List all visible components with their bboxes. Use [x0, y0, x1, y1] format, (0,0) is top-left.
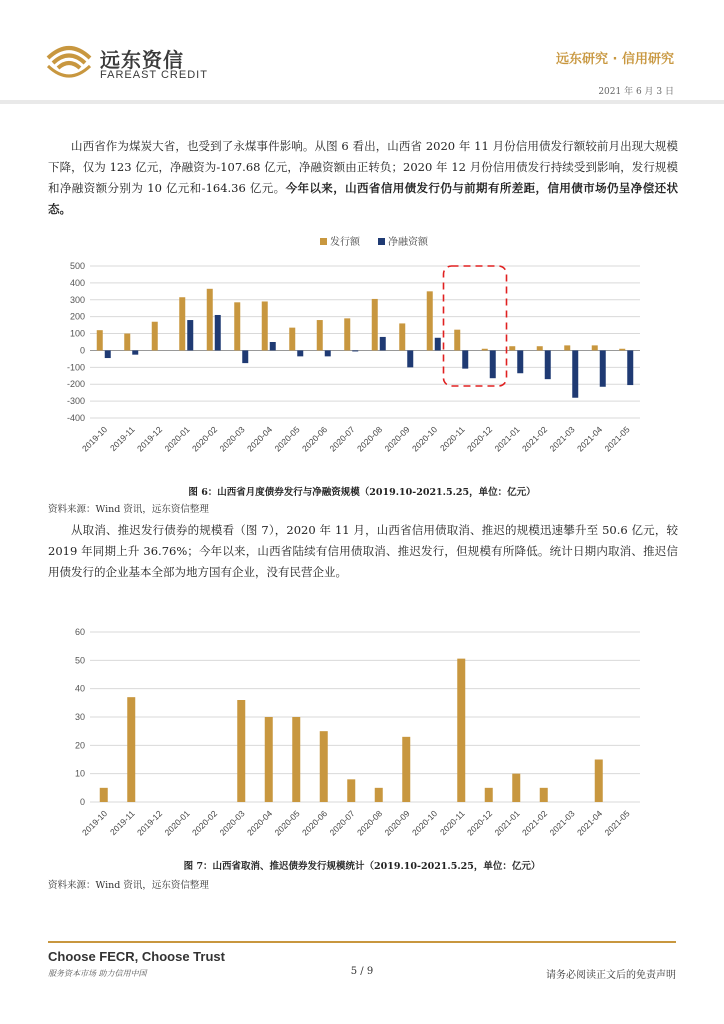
fig6-y-tick-label: -200 [66, 379, 85, 390]
fig6-x-tick-label: 2020-02 [190, 424, 220, 454]
fig7-y-tick-label: 10 [74, 768, 85, 779]
fig6-x-tick-label: 2020-11 [437, 424, 467, 454]
fig6-bar [435, 338, 441, 351]
fig7-x-tick-label: 2020-08 [355, 808, 385, 838]
fig6-x-tick-label: 2020-07 [327, 424, 357, 454]
fig6-bar [454, 330, 460, 351]
fig6-x-tick-label: 2020-08 [355, 424, 385, 454]
fig6-bar [627, 350, 633, 385]
fig7-x-tick-label: 2020-10 [410, 808, 440, 838]
fig7-x-tick-label: 2020-09 [382, 808, 412, 838]
page-number: 5 / 9 [350, 966, 374, 977]
header-divider [0, 100, 724, 104]
fig6-bar [600, 350, 606, 386]
fig7-bar [292, 717, 300, 802]
fig7-x-tick-label: 2020-11 [437, 808, 467, 838]
fig6-bar [545, 350, 551, 379]
fig7-bar [320, 731, 328, 802]
fig6-bar [592, 345, 598, 350]
fig6-x-tick-label: 2021-04 [575, 424, 605, 454]
fig7-bar [100, 788, 108, 802]
fig7-bar [540, 788, 548, 802]
fig7-bar [127, 697, 135, 802]
fig6-y-tick-label: -400 [66, 413, 85, 423]
fig7-x-tick-label: 2019-12 [135, 808, 165, 838]
fig6-x-tick-label: 2021-03 [547, 424, 577, 454]
fig7-x-tick-label: 2021-02 [520, 808, 550, 838]
fig6-bar [352, 350, 358, 351]
fig7-y-tick-label: 60 [74, 627, 85, 637]
fig7-bar [265, 717, 273, 802]
figure-6-caption: 图 6：山西省月度债券发行与净融资规模（2019.10-2021.5.25，单位：亿元） [188, 487, 536, 498]
fig6-bar [289, 328, 295, 351]
fig6-bar [179, 297, 185, 350]
fig6-bar [572, 350, 578, 397]
figure-7-source: 资料来源：Wind 资讯，远东资信整理 [48, 880, 209, 891]
fig7-x-tick-label: 2020-04 [245, 808, 275, 838]
fig7-x-tick-label: 2021-03 [547, 808, 577, 838]
fig6-x-tick-label: 2021-05 [602, 424, 632, 454]
fig6-annotation-box [444, 266, 507, 386]
fig7-bar [347, 779, 355, 802]
paragraph-1-text: 山西省作为煤炭大省，也受到了永煤事件影响。从图 6 看出，山西省 2020 年 11 月份信用债发行额较前月出现大规模下降，仅为 123 亿元，净融资为-107.68 亿元，净融资额由正转负；2020 年 12 月份信用债发行持续受到影响，发行规模和净融资额分别为 10 亿元和-164.36 亿元。 [48, 139, 678, 195]
fig7-x-tick-label: 2021-05 [602, 808, 632, 838]
fig7-y-tick-label: 50 [74, 655, 85, 666]
fig7-y-tick-label: 40 [74, 683, 85, 694]
footer-disclaimer: 请务必阅读正文后的免责声明 [546, 970, 676, 981]
fig6-bar [124, 334, 130, 351]
fig7-x-tick-label: 2020-05 [272, 808, 302, 838]
fareast-logo-icon [44, 40, 94, 80]
footer-motto: 服务资本市场 助力信用中国 [48, 969, 147, 978]
fig6-bar [509, 346, 515, 350]
fig6-x-tick-label: 2019-11 [107, 424, 137, 454]
fig7-bar [237, 700, 245, 802]
fig7-x-tick-label: 2020-02 [190, 808, 220, 838]
figure-7-chart [50, 620, 650, 845]
fig6-x-tick-label: 2019-10 [80, 424, 110, 454]
fig7-y-tick-label: 20 [74, 740, 85, 751]
fig6-bar [270, 342, 276, 350]
fig6-y-tick-label: -100 [66, 362, 85, 373]
figure-6-svg [50, 232, 650, 472]
fig6-bar [482, 349, 488, 351]
fig7-bar [375, 788, 383, 802]
fig6-x-tick-label: 2020-12 [465, 424, 495, 454]
fig6-bar [372, 299, 378, 351]
fig6-y-tick-label: -300 [66, 396, 85, 407]
fig6-x-tick-label: 2021-02 [520, 424, 550, 454]
fig7-bar [402, 737, 410, 802]
fig6-bar [517, 350, 523, 373]
fig7-x-tick-label: 2020-03 [217, 808, 247, 838]
fig6-bar [207, 289, 213, 351]
fig6-bar [97, 330, 103, 350]
figure-6-chart [50, 232, 650, 472]
fig7-x-tick-label: 2021-01 [492, 808, 522, 838]
fig7-bar [485, 788, 493, 802]
brand-name-en: FAREAST CREDIT [100, 69, 208, 81]
fig7-x-tick-label: 2019-10 [80, 808, 110, 838]
fig6-bar [297, 350, 303, 356]
fig6-bar [619, 349, 625, 351]
fig6-legend-label: 净融资额 [388, 237, 428, 248]
fig6-bar [317, 320, 323, 350]
fig6-bar [187, 320, 193, 350]
fig6-y-tick-label: 400 [69, 277, 85, 288]
fig7-bar [595, 760, 603, 803]
footer-slogan: Choose FECR, Choose Trust [48, 949, 225, 964]
fig6-x-tick-label: 2019-12 [135, 424, 165, 454]
fig6-legend-swatch [320, 238, 327, 245]
section-title: 远东研究 · 信用研究 [556, 52, 674, 67]
fig6-y-tick-label: 500 [69, 261, 85, 271]
fig6-y-tick-label: 100 [69, 328, 85, 339]
fig6-bar [262, 301, 268, 350]
fig6-x-tick-label: 2020-05 [272, 424, 302, 454]
fig6-bar [132, 350, 138, 354]
brand-name-cn: 远东资信 [100, 48, 184, 72]
fig6-bar [564, 345, 570, 350]
fig6-y-tick-label: 300 [69, 294, 85, 305]
fig6-x-tick-label: 2020-01 [162, 424, 192, 454]
fig6-bar [399, 323, 405, 350]
fig7-x-tick-label: 2020-07 [327, 808, 357, 838]
fig6-bar [380, 337, 386, 351]
fig6-bar [462, 350, 468, 368]
fig6-x-tick-label: 2020-10 [410, 424, 440, 454]
fig6-bar [537, 346, 543, 350]
fig6-bar [105, 350, 111, 358]
paragraph-1 [48, 136, 678, 220]
fig6-y-tick-label: 0 [79, 345, 85, 356]
fig6-bar [407, 350, 413, 367]
fig7-bar [512, 774, 520, 802]
fig7-x-tick-label: 2021-04 [575, 808, 605, 838]
figure-6-source: 资料来源：Wind 资讯，远东资信整理 [48, 504, 209, 515]
fig6-x-tick-label: 2020-09 [382, 424, 412, 454]
fig7-x-tick-label: 2019-11 [107, 808, 137, 838]
fig6-x-tick-label: 2020-06 [300, 424, 330, 454]
fig6-bar [325, 350, 331, 356]
fig7-x-tick-label: 2020-06 [300, 808, 330, 838]
fig6-bar [242, 350, 248, 363]
fig6-bar [234, 302, 240, 350]
fig7-x-tick-label: 2020-01 [162, 808, 192, 838]
fig7-y-tick-label: 0 [79, 797, 85, 807]
fig6-bar [344, 318, 350, 350]
report-date: 2021 年 6 月 3 日 [598, 87, 674, 97]
fig6-x-tick-label: 2021-01 [492, 424, 522, 454]
fig7-y-tick-label: 30 [74, 712, 85, 722]
fig6-legend-label: 发行额 [330, 237, 360, 248]
fig6-bar [152, 322, 158, 351]
fig6-y-tick-label: 200 [69, 311, 85, 322]
footer-divider [48, 941, 676, 943]
figure-7-svg [50, 620, 650, 845]
fig6-legend-swatch [378, 238, 385, 245]
paragraph-2: 从取消、推迟发行债券的规模看（图 7），2020 年 11 月，山西省信用债取消、推迟的规模迅速攀升至 50.6 亿元，较 2019 年同期上升 36.76%；今年以来，山西省陆续有信用债取消、推迟发行，但规模有所降低。统计日期内取消、推迟信用债发行的企业基本全部为地方国有企业，没有民营企业。 [48, 523, 678, 579]
fig7-x-tick-label: 2020-12 [465, 808, 495, 838]
fig6-bar [427, 291, 433, 350]
fig6-bar [490, 350, 496, 378]
page-header [0, 0, 724, 110]
fig6-x-tick-label: 2020-03 [217, 424, 247, 454]
paragraph-1-emphasis: 今年以来，山西省信用债发行仍与前期有所差距，信用债市场仍呈净偿还状态。 [48, 181, 678, 216]
fig6-bar [215, 315, 221, 350]
fig6-x-tick-label: 2020-04 [245, 424, 275, 454]
fig7-bar [457, 659, 465, 802]
figure-7-caption: 图 7：山西省取消、推迟债券发行规模统计（2019.10-2021.5.25，单位：亿元） [183, 861, 541, 872]
